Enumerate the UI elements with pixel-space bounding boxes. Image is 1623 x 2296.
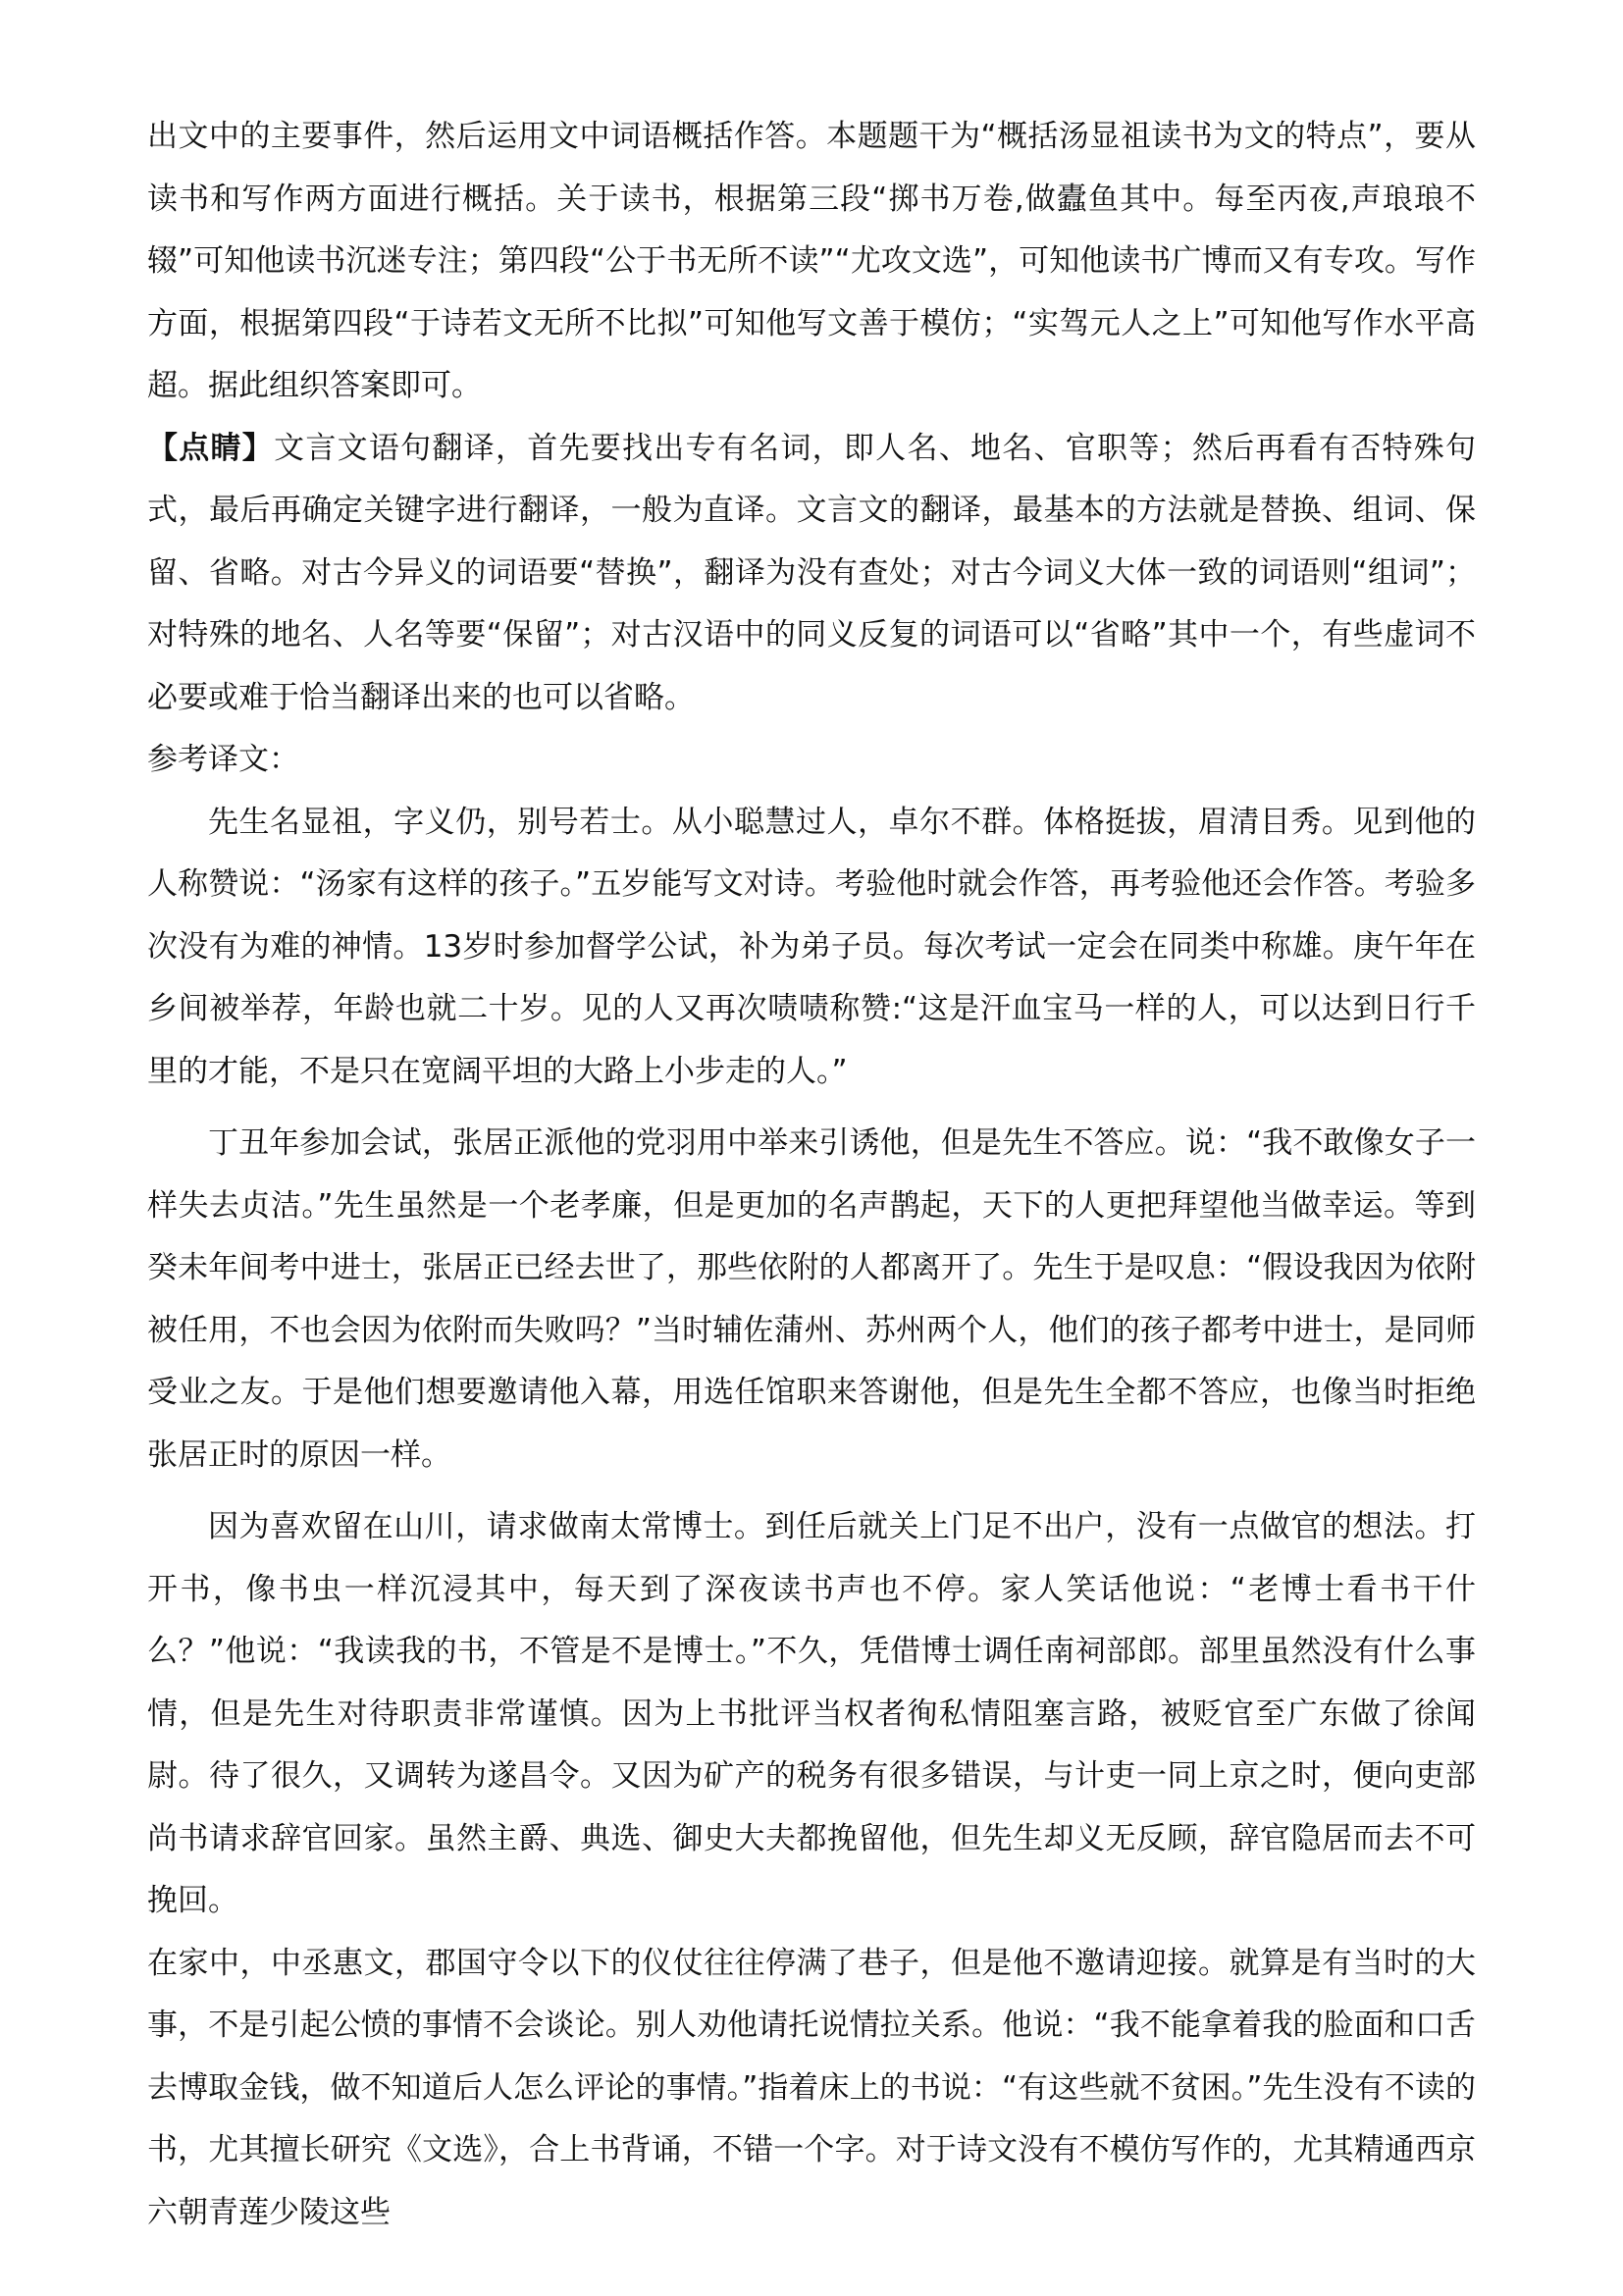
translation-paragraph-3: 因为喜欢留在山川，请求做南太常博士。到任后就关上门足不出户，没有一点做官的想法。打开书，像书虫一样沉浸其中，每天到了深夜读书声也不停。家人笑话他说：“老博士看书干什么？”他说：“我读我的书，不管是不是博士。”不久，凭借博士调任南祠部郎。部里虽然没有什么事情，但是先生对待职责非常谨慎。因为上书批评当权者徇私情阻塞言路，被贬官至广东做了徐闻尉。待了很久，又调转为遂昌令。又因为矿产的税务有很多错误，与计吏一同上京之时，便向吏部尚书请求辞官回家。虽然主爵、典选、御史大夫都挽留他，但先生却义无反顾，辞官隐居而去不可挽回。 [147, 1509, 1476, 1918]
tip-text: 文言文语句翻译，首先要找出专有名词，即人名、地名、官职等；然后再看有否特殊句式，最后再确定关键字进行翻译，一般为直译。文言文的翻译，最基本的方法就是替换、组词、保留、省略。对古今异义的词语要“替换”，翻译为没有查处；对古今词义大体一致的词语则“组词”；对特殊的地名、人名等要“保留”；对古汉语中的同义反复的词语可以“省略”其中一个，有些虚词不必要或难于恰当翻译出来的也可以省略。 [147, 430, 1477, 715]
analysis-paragraph: 出文中的主要事件，然后运用文中词语概括作答。本题题干为“概括汤显祖读书为文的特点”，要从读书和写作两方面进行概括。关于读书，根据第三段“掷书万卷,做蠹鱼其中。每至丙夜,声琅琅不辍”可知他读书沉迷专注；第四段“公于书无所不读”“尤攻文选”，可知他读书广博而又有专攻。写作方面，根据第四段“于诗若文无所不比拟”可知他写文善于模仿；“实驾元人之上”可知他写作水平高超。据此组织答案即可。 [147, 119, 1476, 403]
translation-paragraph-2: 丁丑年参加会试，张居正派他的党羽用中举来引诱他，但是先生不答应。说：“我不敢像女子一样失去贞洁。”先生虽然是一个老孝廉，但是更加的名声鹊起，天下的人更把拜望他当做幸运。等到癸未年间考中进士，张居正已经去世了，那些依附的人都离开了。先生于是叹息：“假设我因为依附被任用，不也会因为依附而失败吗？”当时辅佐蒲州、苏州两个人，他们的孩子都考中进士，是同师受业之友。于是他们想要邀请他入幕，用选任馆职来答谢他，但是先生全都不答应，也像当时拒绝张居正时的原因一样。 [147, 1125, 1476, 1473]
translation-paragraph-4: 在家中，中丞惠文，郡国守令以下的仪仗往往停满了巷子，但是他不邀请迎接。就算是有当时的大事，不是引起公愤的事情不会谈论。别人劝他请托说情拉关系。他说：“我不能拿着我的脸面和口舌去博取金钱，做不知道后人怎么评论的事情。”指着床上的书说：“有这些就不贫困。”先生没有不读的书，尤其擅长研究《文选》，合上书背诵，不错一个字。对于诗文没有不模仿写作的，尤其精通西京六朝青莲少陵这些 [147, 1945, 1476, 2230]
document-page [147, 106, 1476, 2244]
tip-label: 【点睛】 [147, 430, 275, 466]
translation-paragraph-1: 先生名显祖，字义仍，别号若士。从小聪慧过人，卓尔不群。体格挺拔，眉清目秀。见到他的人称赞说：“汤家有这样的孩子。”五岁能写文对诗。考验他时就会作答，再考验他还会作答。考验多次没有为难的神情。13岁时参加督学公试，补为弟子员。每次考试一定会在同类中称雄。庚午年在乡间被举荐，年龄也就二十岁。见的人又再次啧啧称赞:“这是汗血宝马一样的人，可以达到日行千里的才能，不是只在宽阔平坦的大路上小步走的人。” [147, 804, 1476, 1089]
translation-heading: 参考译文： [147, 742, 299, 777]
tip-paragraph [147, 418, 1476, 730]
